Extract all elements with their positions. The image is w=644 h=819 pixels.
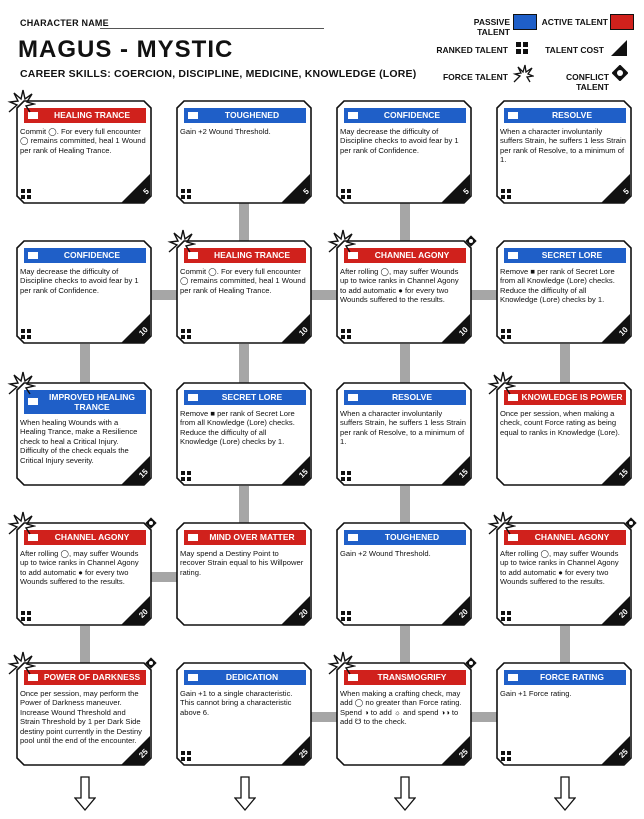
talent-card[interactable]: [16, 100, 152, 204]
purchase-checkbox[interactable]: [508, 674, 518, 681]
talent-cost: 10: [297, 325, 310, 338]
talent-cost: 15: [297, 467, 310, 480]
connector: [80, 344, 90, 384]
talent-card[interactable]: [336, 522, 472, 626]
force-burst-icon: [486, 510, 516, 536]
talent-description: Remove ■ per rank of Secret Lore from all Knowledge (Lore) checks. Reduce the difficulty of all Knowledge (Lore) checks by 1.: [180, 409, 295, 447]
talent-title-bar: [504, 108, 626, 123]
talent-card[interactable]: [176, 382, 312, 486]
purchase-checkbox[interactable]: [348, 534, 358, 541]
talent-description: When a character involuntarily suffers Strain, he suffers 1 less Strain per rank of Resolve, to a minimum of 1.: [340, 409, 466, 447]
talent-title: FORCE RATING: [539, 672, 605, 682]
talent-title: TRANSMOGRIFY: [377, 672, 447, 682]
force-burst-icon: [6, 370, 36, 396]
talent-cost: 5: [301, 186, 311, 197]
talent-cost: 20: [137, 607, 150, 620]
talent-card[interactable]: [496, 662, 632, 766]
talent-cost: 5: [621, 186, 631, 197]
talent-title: CONFIDENCE: [383, 110, 441, 120]
talent-card[interactable]: [496, 522, 632, 626]
purchase-checkbox[interactable]: [348, 394, 358, 401]
connector: [400, 202, 410, 242]
talent-description: After rolling ◯, may suffer Wounds up to twice ranks in Channel Agony to add automatic ● for every two Wounds suffered to the results.: [20, 549, 139, 587]
legend-ranked-label: RANKED TALENT: [436, 45, 508, 55]
talent-title-bar: [344, 108, 466, 123]
talent-title-bar: [504, 248, 626, 263]
talent-description: When healing Wounds with a Healing Trance, make a Resilience check to heal a Critical Injury. Difficulty of the check equals the Critical Injury severity.: [20, 418, 138, 465]
connector: [400, 486, 410, 526]
talent-card[interactable]: [336, 100, 472, 204]
talent-card[interactable]: [496, 382, 632, 486]
talent-card[interactable]: [496, 240, 632, 344]
legend-cost-label: TALENT COST: [545, 45, 604, 55]
talent-title-bar: [24, 108, 146, 123]
talent-title: SECRET LORE: [541, 250, 603, 260]
talent-title: RESOLVE: [392, 392, 432, 402]
purchase-checkbox[interactable]: [28, 398, 38, 405]
talent-description: Commit ◯. For every full encounter ◯ remains committed, heal 1 Wound per rank of Healing Trance.: [180, 267, 306, 295]
talent-title: SECRET LORE: [221, 392, 283, 402]
talent-card[interactable]: [176, 100, 312, 204]
purchase-checkbox[interactable]: [188, 394, 198, 401]
talent-title: HEALING TRANCE: [53, 110, 131, 120]
talent-title-bar: [504, 670, 626, 685]
talent-description: After rolling ◯, may suffer Wounds up to twice ranks in Channel Agony to add automatic ● for every two Wounds suffered to the results.: [500, 549, 619, 587]
talent-title-bar: [184, 248, 306, 263]
talent-cost: 15: [137, 467, 150, 480]
talent-description: May decrease the difficulty of Discipline checks to avoid fear by 1 per rank of Confidence.: [20, 267, 139, 295]
ranked-icon: [181, 751, 191, 761]
connector: [560, 344, 570, 384]
ranked-icon: [501, 329, 511, 339]
talent-title: POWER OF DARKNESS: [43, 672, 141, 682]
ranked-icon: [341, 329, 351, 339]
talent-description: Commit ◯. For every full encounter ◯ remains committed, heal 1 Wound per rank of Healing Trance.: [20, 127, 146, 155]
ranked-icon: [341, 611, 351, 621]
talent-cost: 10: [137, 325, 150, 338]
ranked-icon: [341, 471, 351, 481]
legend-force-label: FORCE TALENT: [442, 72, 508, 82]
talent-cost: 25: [297, 747, 310, 760]
purchase-checkbox[interactable]: [188, 112, 198, 119]
talent-title: TOUGHENED: [384, 532, 440, 542]
talent-card[interactable]: [336, 382, 472, 486]
talent-card[interactable]: [16, 662, 152, 766]
talent-title: IMPROVED HEALING TRANCE: [49, 392, 135, 412]
purchase-checkbox[interactable]: [188, 534, 198, 541]
talent-card[interactable]: [16, 522, 152, 626]
purchase-checkbox[interactable]: [508, 112, 518, 119]
talent-description: Once per session, when making a check, count Force rating as being equal to ranks in Knowledge (Lore).: [500, 409, 620, 437]
down-arrow-icon: [394, 776, 416, 812]
ranked-icon: [21, 329, 31, 339]
force-burst-icon: [6, 510, 36, 536]
force-burst-icon: [486, 370, 516, 396]
conflict-icon: [144, 516, 158, 530]
talent-description: When making a crafting check, may add ◯ no greater than Force rating. Spend ◑ to add ☼ and spend ◑◑ to add ☋ to the check.: [340, 689, 462, 727]
purchase-checkbox[interactable]: [188, 674, 198, 681]
talent-title-bar: [24, 248, 146, 263]
talent-title-bar: [184, 390, 306, 405]
talent-card[interactable]: [176, 240, 312, 344]
talent-cost: 25: [137, 747, 150, 760]
talent-description: Remove ■ per rank of Secret Lore from all Knowledge (Lore) checks. Reduce the difficulty of all Knowledge (Lore) checks by 1.: [500, 267, 615, 305]
talent-cost: 20: [617, 607, 630, 620]
connector: [400, 344, 410, 384]
talent-title-bar: [24, 530, 146, 545]
force-burst-icon: [6, 88, 36, 114]
talent-title-bar: [504, 390, 626, 405]
conflict-icon: [464, 656, 478, 670]
legend-passive-label: PASSIVE TALENT: [473, 17, 510, 37]
talent-cost: 25: [617, 747, 630, 760]
talent-title: DEDICATION: [225, 672, 279, 682]
talent-title: HEALING TRANCE: [213, 250, 291, 260]
talent-card[interactable]: [176, 662, 312, 766]
talent-description: After rolling ◯, may suffer Wounds up to twice ranks in Channel Agony to add automatic ● for every two Wounds suffered to the results.: [340, 267, 459, 305]
talent-title-bar: [344, 248, 466, 263]
talent-title: CHANNEL AGONY: [534, 532, 610, 542]
talent-title-bar: [184, 670, 306, 685]
career-skills: CAREER SKILLS: COERCION, DISCIPLINE, MEDICINE, KNOWLEDGE (LORE): [20, 68, 417, 80]
down-arrow-icon: [554, 776, 576, 812]
down-arrow-icon: [74, 776, 96, 812]
talent-card[interactable]: [176, 522, 312, 626]
talent-card[interactable]: [16, 382, 152, 486]
talent-title: CONFIDENCE: [63, 250, 121, 260]
talent-description: Gain +2 Wound Threshold.: [180, 127, 271, 136]
talent-cost: 20: [297, 607, 310, 620]
talent-card[interactable]: [336, 662, 472, 766]
ranked-icon: [181, 189, 191, 199]
ranked-icon: [21, 611, 31, 621]
connector: [239, 202, 249, 242]
talent-description: Gain +1 Force rating.: [500, 689, 572, 698]
conflict-icon: [624, 516, 638, 530]
purchase-checkbox[interactable]: [348, 112, 358, 119]
ranked-icon: [501, 189, 511, 199]
talent-title-bar: [344, 390, 466, 405]
talent-cost: 25: [457, 747, 470, 760]
purchase-checkbox[interactable]: [508, 252, 518, 259]
talent-title: TOUGHENED: [224, 110, 280, 120]
connector: [560, 626, 570, 666]
legend-active-label: ACTIVE TALENT: [541, 17, 608, 27]
talent-description: Gain +1 to a single characteristic. This cannot bring a characteristic above 6.: [180, 689, 293, 717]
character-name-label: CHARACTER NAME: [20, 18, 109, 28]
down-arrow-icon: [234, 776, 256, 812]
ranked-icon: [341, 189, 351, 199]
talent-cost: 20: [457, 607, 470, 620]
ranked-icon: [21, 189, 31, 199]
talent-card[interactable]: [496, 100, 632, 204]
talent-card[interactable]: [16, 240, 152, 344]
talent-title-bar: [24, 390, 146, 414]
connector: [400, 626, 410, 666]
talent-title-bar: [184, 108, 306, 123]
talent-card[interactable]: [336, 240, 472, 344]
connector: [80, 626, 90, 666]
talent-title-bar: [344, 530, 466, 545]
talent-description: Once per session, may perform the Power of Darkness maneuver. Increase Wound Threshold and Strain Threshold by 1 per Dark Side destiny point currently in the Destiny pool until the end of the encounter.: [20, 689, 142, 746]
talent-title: CHANNEL AGONY: [54, 532, 130, 542]
talent-title-bar: [184, 530, 306, 545]
talent-title: CHANNEL AGONY: [374, 250, 450, 260]
talent-cost: 5: [461, 186, 471, 197]
purchase-checkbox[interactable]: [28, 252, 38, 259]
talent-description: Gain +2 Wound Threshold.: [340, 549, 431, 558]
talent-description: When a character involuntarily suffers Strain, he suffers 1 less Strain per rank of Resolve, to a minimum of 1.: [500, 127, 626, 165]
ranked-icon: [501, 611, 511, 621]
talent-cost: 15: [457, 467, 470, 480]
talent-cost: 15: [617, 467, 630, 480]
talent-title: MIND OVER MATTER: [209, 532, 295, 542]
talent-cost: 10: [457, 325, 470, 338]
talent-cost: 10: [617, 325, 630, 338]
talent-cost: 5: [141, 186, 151, 197]
talent-description: May spend a Destiny Point to recover Strain equal to his Willpower rating.: [180, 549, 304, 577]
ranked-icon: [181, 329, 191, 339]
talent-title-bar: [24, 670, 146, 685]
conflict-icon: [144, 656, 158, 670]
page-title: MAGUS - MYSTIC: [18, 36, 234, 63]
force-burst-icon: [326, 228, 356, 254]
force-burst-icon: [326, 650, 356, 676]
talent-description: May decrease the difficulty of Discipline checks to avoid fear by 1 per rank of Confidence.: [340, 127, 459, 155]
ranked-icon: [501, 751, 511, 761]
talent-title-bar: [504, 530, 626, 545]
legend-conflict-label: CONFLICT TALENT: [566, 72, 609, 92]
connector: [239, 486, 249, 526]
conflict-icon: [464, 234, 478, 248]
talent-title: KNOWLEDGE IS POWER: [521, 392, 623, 402]
connector: [239, 344, 249, 384]
talent-title: RESOLVE: [552, 110, 592, 120]
talent-title-bar: [344, 670, 466, 685]
force-burst-icon: [6, 650, 36, 676]
ranked-icon: [181, 471, 191, 481]
force-burst-icon: [166, 228, 196, 254]
